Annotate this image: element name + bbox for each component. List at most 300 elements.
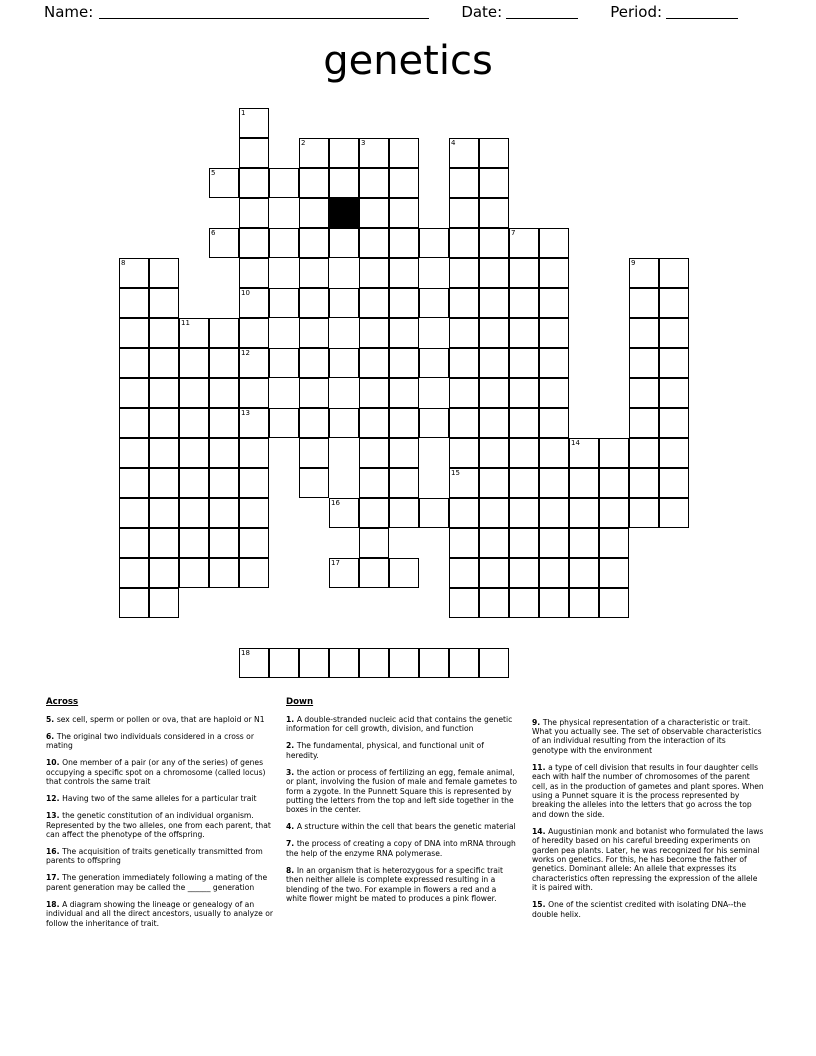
grid-cell[interactable]: [149, 318, 179, 348]
grid-cell[interactable]: [269, 288, 299, 318]
clue-number: 12.: [46, 794, 63, 804]
grid-cell[interactable]: [269, 408, 299, 438]
clue-number: 14.: [532, 826, 549, 836]
grid-cell[interactable]: [179, 498, 209, 528]
grid-cell[interactable]: [179, 408, 209, 438]
grid-cell[interactable]: [239, 468, 269, 498]
grid-cell[interactable]: [569, 438, 599, 468]
grid-cell[interactable]: [539, 498, 569, 528]
grid-cell[interactable]: [539, 588, 569, 618]
cell-number: 9: [631, 259, 636, 267]
clue-text: the action or process of fertilizing an egg, female animal, or plant, involving the fusion of male and female gametes to form a zygote. In the Punnett Square this is represented by putting the letters from the top and left side together in the boxes in the center.: [286, 767, 517, 815]
grid-cell[interactable]: [449, 648, 479, 678]
grid-cell[interactable]: [119, 528, 149, 558]
grid-cell[interactable]: [509, 468, 539, 498]
grid-cell[interactable]: [659, 348, 689, 378]
grid-cell[interactable]: [449, 258, 479, 288]
grid-cell[interactable]: [479, 258, 509, 288]
grid-cell[interactable]: [509, 228, 539, 258]
grid-cell[interactable]: [209, 228, 239, 258]
grid-cell[interactable]: [419, 288, 449, 318]
grid-cell[interactable]: [449, 408, 479, 438]
clue-text: The physical representation of a characteristic or trait. What you actually see. The set of observable characteristics of an individual resulting from the interaction of its genotype with the environment: [532, 717, 762, 755]
grid-cell[interactable]: [389, 138, 419, 168]
down-clue-column-continued: [532, 698, 764, 923]
grid-cell[interactable]: [299, 168, 329, 198]
grid-cell[interactable]: [539, 468, 569, 498]
clue-text: Augustinian monk and botanist who formulated the laws of heredity based on his careful breeding experiments on garden pea plants. Later, he was recognized for his seminal works on genetics. For this, he has become the father of genetics. Dominant allele: An allele that expresses its characteristics often repressing the expression of the allele it is paired with.: [532, 826, 764, 893]
grid-cell[interactable]: [299, 438, 329, 468]
grid-cell[interactable]: [419, 228, 449, 258]
grid-cell[interactable]: [509, 288, 539, 318]
grid-cell[interactable]: [149, 528, 179, 558]
grid-cell[interactable]: [449, 438, 479, 468]
grid-cell[interactable]: [479, 408, 509, 438]
grid-cell[interactable]: [149, 438, 179, 468]
clue-number: 18.: [46, 899, 63, 909]
clue-number: 4.: [286, 822, 297, 832]
grid-cell[interactable]: [239, 348, 269, 378]
cell-number: 15: [451, 469, 460, 477]
grid-cell[interactable]: [239, 228, 269, 258]
clue-item: [286, 822, 518, 831]
clue-item: [46, 732, 278, 751]
clue-number: 8.: [286, 865, 297, 875]
grid-cell[interactable]: [509, 408, 539, 438]
down-heading: Down: [286, 697, 314, 707]
puzzle-title: genetics: [323, 38, 493, 84]
grid-cell[interactable]: [389, 438, 419, 468]
grid-cell[interactable]: [239, 198, 269, 228]
grid-cell[interactable]: [479, 168, 509, 198]
grid-cell[interactable]: [479, 378, 509, 408]
clue-column-spacer: [532, 698, 764, 710]
grid-cell[interactable]: [149, 288, 179, 318]
grid-cell[interactable]: [599, 438, 629, 468]
grid-cell[interactable]: [239, 108, 269, 138]
grid-cell[interactable]: [629, 318, 659, 348]
grid-cell[interactable]: [509, 318, 539, 348]
grid-cell[interactable]: [659, 498, 689, 528]
grid-cell[interactable]: [359, 228, 389, 258]
grid-cell[interactable]: [359, 198, 389, 228]
grid-cell[interactable]: [119, 318, 149, 348]
clue-text: In an organism that is heterozygous for a specific trait then neither allele is complete expressed resulting in a blending of the two. For example in flowers a red and a white flower might be mated to produces a pink flower.: [286, 865, 504, 904]
grid-cell[interactable]: [449, 558, 479, 588]
grid-cell[interactable]: [419, 498, 449, 528]
grid-cell[interactable]: [389, 288, 419, 318]
across-clue-column: [46, 698, 278, 932]
grid-cell[interactable]: [539, 288, 569, 318]
grid-cell[interactable]: [419, 348, 449, 378]
grid-cell[interactable]: [179, 558, 209, 588]
name-label: Name:: [44, 3, 94, 21]
grid-cell[interactable]: [539, 408, 569, 438]
grid-cell[interactable]: [359, 468, 389, 498]
grid-cell[interactable]: [389, 408, 419, 438]
grid-cell[interactable]: [329, 228, 359, 258]
grid-cell[interactable]: [179, 348, 209, 378]
grid-cell[interactable]: [479, 558, 509, 588]
grid-cell[interactable]: [179, 378, 209, 408]
grid-cell[interactable]: [299, 198, 329, 228]
grid-cell[interactable]: [629, 378, 659, 408]
grid-cell[interactable]: [239, 408, 269, 438]
grid-cell[interactable]: [239, 138, 269, 168]
clue-item: [286, 741, 518, 760]
grid-cell[interactable]: [119, 558, 149, 588]
grid-cell[interactable]: [599, 558, 629, 588]
grid-cell[interactable]: [299, 648, 329, 678]
grid-cell[interactable]: [479, 288, 509, 318]
grid-cell[interactable]: [149, 498, 179, 528]
grid-cell[interactable]: [389, 378, 419, 408]
grid-cell[interactable]: [539, 348, 569, 378]
grid-cell[interactable]: [149, 378, 179, 408]
grid-cell[interactable]: [479, 318, 509, 348]
grid-cell[interactable]: [329, 498, 359, 528]
grid-cell[interactable]: [239, 168, 269, 198]
grid-cell[interactable]: [479, 438, 509, 468]
grid-cell[interactable]: [389, 468, 419, 498]
grid-cell[interactable]: [359, 648, 389, 678]
grid-cell[interactable]: [389, 558, 419, 588]
grid-cell[interactable]: [509, 258, 539, 288]
grid-cell[interactable]: [299, 378, 329, 408]
grid-cell[interactable]: [209, 438, 239, 468]
clue-item: [286, 768, 518, 815]
cell-number: 7: [511, 229, 516, 237]
grid-cell[interactable]: [329, 648, 359, 678]
clue-number: 9.: [532, 717, 543, 727]
grid-cell[interactable]: [299, 318, 329, 348]
grid-cell[interactable]: [149, 348, 179, 378]
clue-number: 7.: [286, 839, 297, 849]
grid-cell[interactable]: [389, 498, 419, 528]
clue-number: 2.: [286, 741, 297, 751]
clue-number: 6.: [46, 732, 57, 741]
grid-cell[interactable]: [119, 408, 149, 438]
grid-cell[interactable]: [119, 348, 149, 378]
grid-cell[interactable]: [209, 558, 239, 588]
grid-cell[interactable]: [299, 138, 329, 168]
cell-number: 3: [361, 139, 366, 147]
clue-text: the genetic constitution of an individual organism. Represented by the two alleles, one from each parent, that can affect the phenotype of the offspring.: [46, 811, 271, 840]
grid-cell[interactable]: [119, 468, 149, 498]
grid-cell[interactable]: [329, 558, 359, 588]
clue-item: [532, 718, 764, 756]
clue-text: A diagram showing the lineage or genealogy of an individual and all the direct ancestors, usually to analyze or follow the inheritance of trait.: [46, 899, 274, 928]
grid-cell[interactable]: [209, 378, 239, 408]
grid-cell[interactable]: [149, 558, 179, 588]
grid-cell[interactable]: [599, 588, 629, 618]
clue-text: Having two of the same alleles for a particular trait: [62, 794, 257, 804]
cell-number: 17: [331, 559, 340, 567]
clue-text: One of the scientist credited with isolating DNA--the double helix.: [532, 900, 747, 919]
grid-cell[interactable]: [479, 198, 509, 228]
clue-text: The generation immediately following a mating of the parent generation may be called the ______ generation: [46, 873, 268, 892]
grid-cell[interactable]: [539, 258, 569, 288]
clue-item: [46, 811, 278, 839]
clue-text: A double-stranded nucleic acid that contains the genetic information for cell growth, division, and function: [286, 715, 513, 734]
cell-number: 13: [241, 409, 250, 417]
clue-number: 10.: [46, 758, 63, 768]
clue-number: 17.: [46, 873, 63, 883]
grid-cell[interactable]: [389, 228, 419, 258]
cell-number: 8: [121, 259, 126, 267]
grid-cell[interactable]: [479, 138, 509, 168]
grid-cell[interactable]: [479, 228, 509, 258]
grid-cell[interactable]: [299, 258, 329, 288]
grid-cell[interactable]: [149, 588, 179, 618]
grid-cell[interactable]: [539, 438, 569, 468]
grid-cell[interactable]: [329, 168, 359, 198]
grid-cell[interactable]: [239, 438, 269, 468]
grid-cell[interactable]: [629, 408, 659, 438]
grid-cell[interactable]: [629, 348, 659, 378]
grid-cell[interactable]: [479, 498, 509, 528]
grid-cell[interactable]: [179, 438, 209, 468]
date-label: Date:: [461, 3, 503, 21]
clue-text: sex cell, sperm or pollen or ova, that are haploid or N1: [56, 715, 265, 724]
grid-cell[interactable]: [239, 378, 269, 408]
grid-cell[interactable]: [209, 528, 239, 558]
grid-cell[interactable]: [119, 288, 149, 318]
grid-cell[interactable]: [449, 318, 479, 348]
clue-item: [46, 715, 278, 724]
clue-number: 15.: [532, 900, 549, 910]
grid-cell[interactable]: [449, 528, 479, 558]
clue-number: 11.: [532, 762, 549, 772]
grid-cell[interactable]: [119, 588, 149, 618]
grid-cell[interactable]: [329, 348, 359, 378]
cell-number: 5: [211, 169, 216, 177]
grid-cell[interactable]: [299, 468, 329, 498]
clue-item: [46, 873, 278, 892]
grid-cell[interactable]: [179, 528, 209, 558]
cell-number: 6: [211, 229, 216, 237]
grid-cell[interactable]: [509, 558, 539, 588]
grid-cell[interactable]: [209, 498, 239, 528]
cell-number: 16: [331, 499, 340, 507]
clue-item: [286, 839, 518, 858]
grid-cell[interactable]: [659, 318, 689, 348]
grid-cell[interactable]: [569, 558, 599, 588]
cell-number: 4: [451, 139, 456, 147]
grid-cell[interactable]: [389, 168, 419, 198]
grid-cell[interactable]: [659, 378, 689, 408]
grid-cell[interactable]: [659, 408, 689, 438]
grid-cell[interactable]: [119, 378, 149, 408]
grid-cell[interactable]: [509, 528, 539, 558]
clue-text: The original two individuals considered in a cross or mating: [46, 732, 254, 751]
grid-cell[interactable]: [599, 468, 629, 498]
clue-text: One member of a pair (or any of the series) of genes occupying a specific spot on a chromosome (called locus) that controls the same trait: [46, 758, 266, 787]
grid-cell[interactable]: [359, 138, 389, 168]
clue-number: 5.: [46, 715, 57, 724]
grid-cell[interactable]: [359, 258, 389, 288]
grid-cell[interactable]: [629, 498, 659, 528]
grid-cell[interactable]: [239, 528, 269, 558]
grid-cell[interactable]: [239, 318, 269, 348]
across-heading: Across: [46, 697, 79, 707]
grid-cell[interactable]: [269, 168, 299, 198]
clue-item: [46, 900, 278, 928]
grid-cell[interactable]: [359, 498, 389, 528]
grid-cell[interactable]: [629, 288, 659, 318]
grid-cell[interactable]: [119, 258, 149, 288]
grid-cell[interactable]: [449, 288, 479, 318]
cell-number: 12: [241, 349, 250, 357]
grid-cell[interactable]: [389, 318, 419, 348]
clue-item: [286, 715, 518, 734]
grid-cell[interactable]: [539, 558, 569, 588]
grid-cell[interactable]: [149, 408, 179, 438]
grid-cell[interactable]: [359, 348, 389, 378]
clue-item: [532, 763, 764, 819]
clue-item: [532, 900, 764, 919]
grid-cell[interactable]: [239, 558, 269, 588]
grid-cell[interactable]: [389, 648, 419, 678]
grid-cell[interactable]: [239, 648, 269, 678]
grid-cell[interactable]: [359, 558, 389, 588]
grid-cell[interactable]: [659, 288, 689, 318]
grid-cell[interactable]: [479, 648, 509, 678]
clue-number: 16.: [46, 847, 63, 857]
grid-cell[interactable]: [509, 438, 539, 468]
grid-cell[interactable]: [359, 378, 389, 408]
grid-cell[interactable]: [209, 168, 239, 198]
grid-cell[interactable]: [359, 528, 389, 558]
clue-text: The fundamental, physical, and functional unit of heredity.: [286, 741, 484, 760]
clue-text: the process of creating a copy of DNA into mRNA through the help of the enzyme RNA polymerase.: [286, 839, 516, 858]
grid-cell[interactable]: [209, 468, 239, 498]
cell-number: 14: [571, 439, 580, 447]
grid-cell[interactable]: [479, 348, 509, 378]
clue-item: [532, 827, 764, 893]
grid-cell[interactable]: [209, 408, 239, 438]
clue-item: [286, 866, 518, 904]
grid-cell[interactable]: [389, 258, 419, 288]
grid-cell[interactable]: [629, 438, 659, 468]
grid-cell[interactable]: [569, 528, 599, 558]
grid-cell[interactable]: [449, 228, 479, 258]
grid-cell[interactable]: [299, 408, 329, 438]
grid-cell[interactable]: [479, 588, 509, 618]
grid-cell[interactable]: [659, 258, 689, 288]
grid-cell[interactable]: [659, 468, 689, 498]
cell-number: 10: [241, 289, 250, 297]
grid-cell[interactable]: [329, 138, 359, 168]
grid-cell[interactable]: [629, 468, 659, 498]
grid-cell[interactable]: [599, 528, 629, 558]
grid-cell[interactable]: [509, 498, 539, 528]
grid-cell[interactable]: [359, 318, 389, 348]
grid-cell[interactable]: [179, 468, 209, 498]
cell-number: 2: [301, 139, 306, 147]
grid-cell[interactable]: [359, 408, 389, 438]
grid-cell[interactable]: [449, 348, 479, 378]
grid-cell[interactable]: [509, 588, 539, 618]
grid-cell[interactable]: [239, 288, 269, 318]
grid-cell[interactable]: [329, 408, 359, 438]
grid-cell[interactable]: [299, 288, 329, 318]
grid-cell[interactable]: [449, 498, 479, 528]
grid-cell[interactable]: [539, 378, 569, 408]
grid-cell[interactable]: [299, 228, 329, 258]
grid-cell[interactable]: [479, 528, 509, 558]
grid-cell[interactable]: [539, 228, 569, 258]
grid-cell[interactable]: [239, 258, 269, 288]
grid-cell[interactable]: [299, 348, 329, 378]
period-label: Period:: [610, 3, 663, 21]
grid-cell[interactable]: [149, 468, 179, 498]
grid-cell[interactable]: [659, 438, 689, 468]
cell-number: 11: [181, 319, 190, 327]
grid-cell[interactable]: [509, 378, 539, 408]
down-clue-column: [286, 698, 518, 907]
grid-cell[interactable]: [209, 318, 239, 348]
clue-item: [46, 847, 278, 866]
cell-number: 1: [241, 109, 246, 117]
grid-cell[interactable]: [269, 348, 299, 378]
clue-text: A structure within the cell that bears the genetic material: [296, 822, 516, 832]
clue-text: The acquisition of traits genetically transmitted from parents to offspring: [46, 847, 263, 866]
cell-number: 18: [241, 649, 250, 657]
clue-number: 3.: [286, 767, 297, 777]
grid-cell[interactable]: [449, 588, 479, 618]
clue-text: a type of cell division that results in four daughter cells each with half the number of chromosomes of the parent cell, as in the production of gametes and plant spores. When using a Punnet square it is the process represented by breaking the alleles into the letters that go across the top and down the side.: [532, 762, 764, 819]
grid-cell[interactable]: [119, 498, 149, 528]
grid-cell[interactable]: [269, 228, 299, 258]
grid-cell[interactable]: [209, 348, 239, 378]
grid-cell[interactable]: [269, 648, 299, 678]
grid-cell[interactable]: [569, 468, 599, 498]
grid-cell[interactable]: [179, 318, 209, 348]
grid-cell[interactable]: [359, 438, 389, 468]
grid-cell[interactable]: [389, 198, 419, 228]
grid-cell[interactable]: [119, 438, 149, 468]
clues-section: [46, 698, 776, 958]
grid-cell[interactable]: [419, 408, 449, 438]
grid-cell[interactable]: [359, 288, 389, 318]
grid-cell[interactable]: [539, 528, 569, 558]
grid-cell[interactable]: [629, 258, 659, 288]
grid-cell[interactable]: [329, 288, 359, 318]
clue-number: 13.: [46, 811, 63, 821]
grid-cell[interactable]: [419, 648, 449, 678]
grid-cell[interactable]: [449, 378, 479, 408]
grid-cell[interactable]: [359, 168, 389, 198]
grid-cell[interactable]: [239, 498, 269, 528]
grid-cell[interactable]: [449, 138, 479, 168]
grid-cell[interactable]: [509, 348, 539, 378]
grid-cell[interactable]: [149, 258, 179, 288]
grid-cell[interactable]: [389, 348, 419, 378]
clue-item: [46, 794, 278, 803]
grid-cell[interactable]: [479, 468, 509, 498]
grid-block: [329, 198, 359, 228]
grid-cell[interactable]: [569, 588, 599, 618]
grid-cell[interactable]: [599, 498, 629, 528]
grid-cell[interactable]: [449, 168, 479, 198]
clue-number: 1.: [286, 715, 297, 724]
clue-item: [46, 758, 278, 786]
grid-cell[interactable]: [539, 318, 569, 348]
grid-cell[interactable]: [449, 468, 479, 498]
grid-cell[interactable]: [569, 498, 599, 528]
grid-cell[interactable]: [449, 198, 479, 228]
